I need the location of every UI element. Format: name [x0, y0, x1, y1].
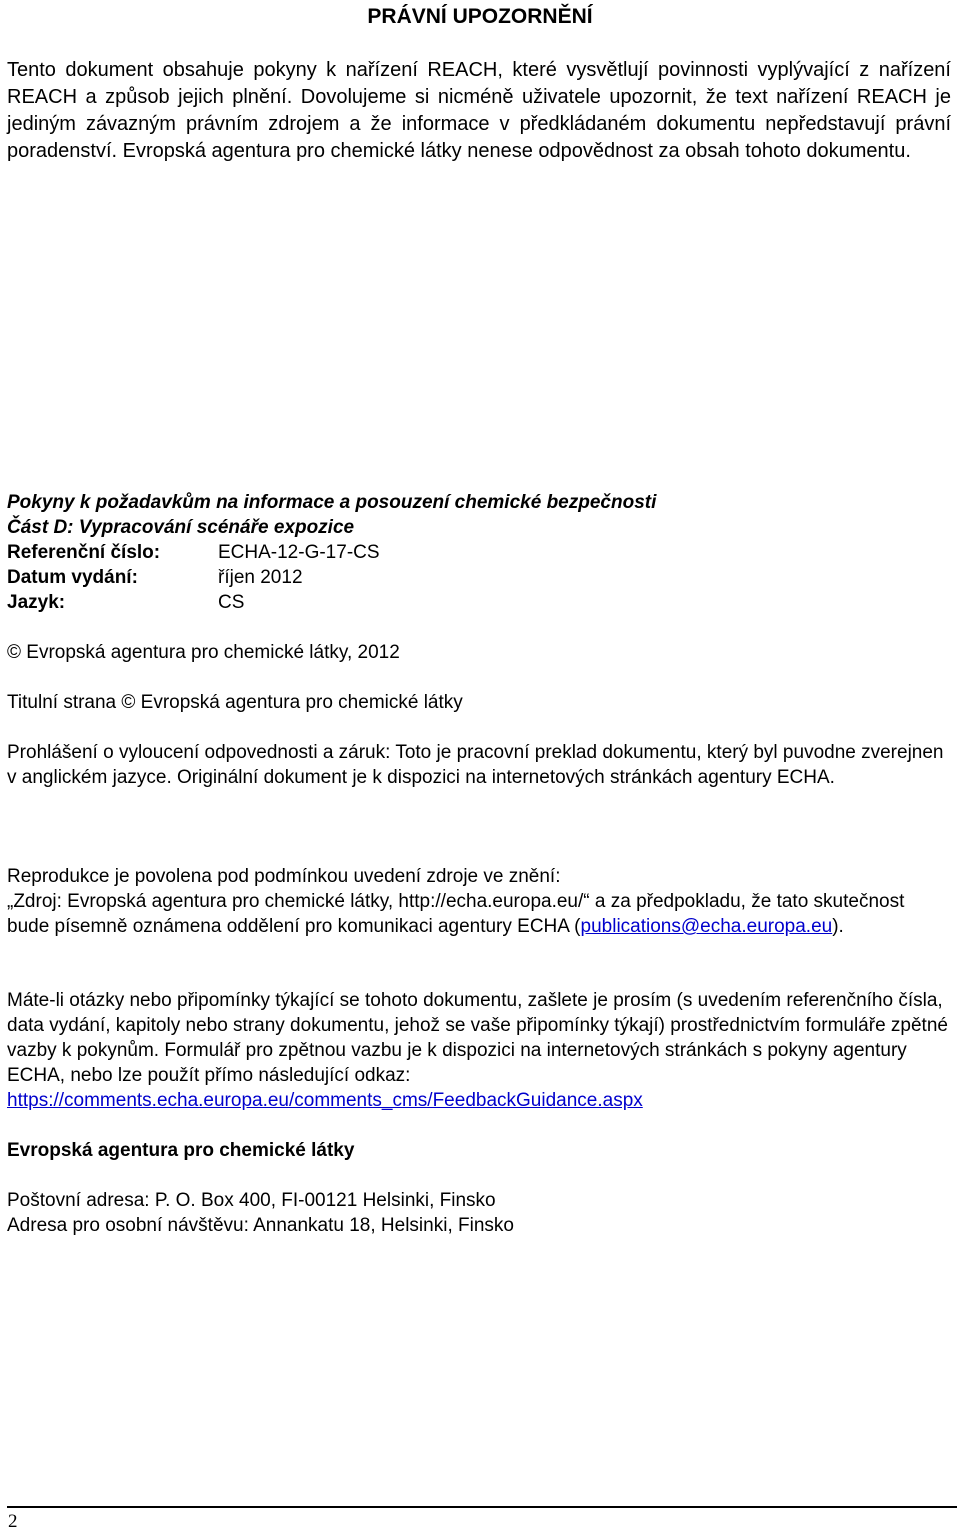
feedback-text: Máte-li otázky nebo připomínky týkající se tohoto dokumentu, zašlete je prosím (s uvedením referenčního čísla, data vydání, kapitoly nebo strany dokumentu, jehož se vaše připomínky týkají) prostřednictvím formuláře zpětné vazby k pokynům. Formulář pro zpětnou vazbu je k dispozici na internetových stránkách s pokyny agentury ECHA, nebo lze použít přímo následující odkaz:	[7, 990, 948, 1086]
translation-note: Prohlášení o vyloucení odpovednosti a záruk: Toto je pracovní preklad dokumentu, který byl puvodne zverejnen v anglickém jazyce. Originální dokument je k dispozici na internetových stránkách agentury ECHA.	[7, 742, 944, 788]
meta-date	[7, 565, 951, 590]
meta-language	[7, 590, 951, 615]
guidance-part: Část D: Vypracování scénáře expozice	[7, 517, 355, 538]
reproduction-notice	[7, 864, 951, 939]
cover-credit: Titulní strana © Evropská agentura pro chemické látky	[7, 692, 463, 713]
meta-label: Datum vydání:	[7, 567, 138, 588]
meta-label: Jazyk:	[7, 592, 66, 613]
reproduction-source: „Zdroj: Evropská agentura pro chemické látky, http://echa.europa.eu/“ a za předpokladu, že tato skutečnost bude písemně oznámena oddělení pro komunikaci agentury ECHA (	[7, 891, 905, 937]
legal-disclaimer: Tento dokument obsahuje pokyny k nařízení REACH, které vysvětlují povinnosti vyplývající z nařízení REACH a způsob jejich plnění. Dovolujeme si nicméně uživatele upozornit, že text nařízení REACH je jediným závazným právním zdrojem a že informace v předkládaném dokumentu nepředstavují právní poradenství. Evropská agentura pro chemické látky nenese odpovědnost za obsah tohoto dokumentu.	[7, 59, 951, 162]
postal-address: Poštovní adresa: P. O. Box 400, FI-00121 Helsinki, Finsko	[7, 1190, 496, 1211]
email-link[interactable]: publications@echa.europa.eu	[580, 916, 833, 937]
page-title: PRÁVNÍ UPOZORNĚNÍ	[367, 5, 593, 28]
guidance-info	[7, 490, 951, 615]
meta-value: ECHA-12-G-17-CS	[218, 542, 380, 563]
reproduction-line: Reprodukce je povolena pod podmínkou uvedení zdroje ve znění:	[7, 866, 561, 887]
footer-divider	[7, 1506, 957, 1508]
meta-value: říjen 2012	[218, 567, 303, 588]
meta-label: Referenční číslo:	[7, 542, 161, 563]
feedback-link[interactable]: https://comments.echa.europa.eu/comments_cms/FeedbackGuidance.aspx	[7, 1090, 643, 1111]
page-number: 2	[8, 1511, 18, 1532]
agency-address	[7, 1188, 951, 1238]
reproduction-text	[7, 889, 951, 939]
guidance-title: Pokyny k požadavkům na informace a posouzení chemické bezpečnosti	[7, 492, 657, 513]
meta-value: CS	[218, 592, 245, 613]
feedback-section	[7, 988, 951, 1113]
reproduction-end: ).	[832, 916, 844, 937]
meta-reference	[7, 540, 951, 565]
copyright-line: © Evropská agentura pro chemické látky, 2012	[7, 642, 400, 663]
agency-name: Evropská agentura pro chemické látky	[7, 1140, 355, 1161]
visit-address: Adresa pro osobní návštěvu: Annankatu 18, Helsinki, Finsko	[7, 1215, 514, 1236]
